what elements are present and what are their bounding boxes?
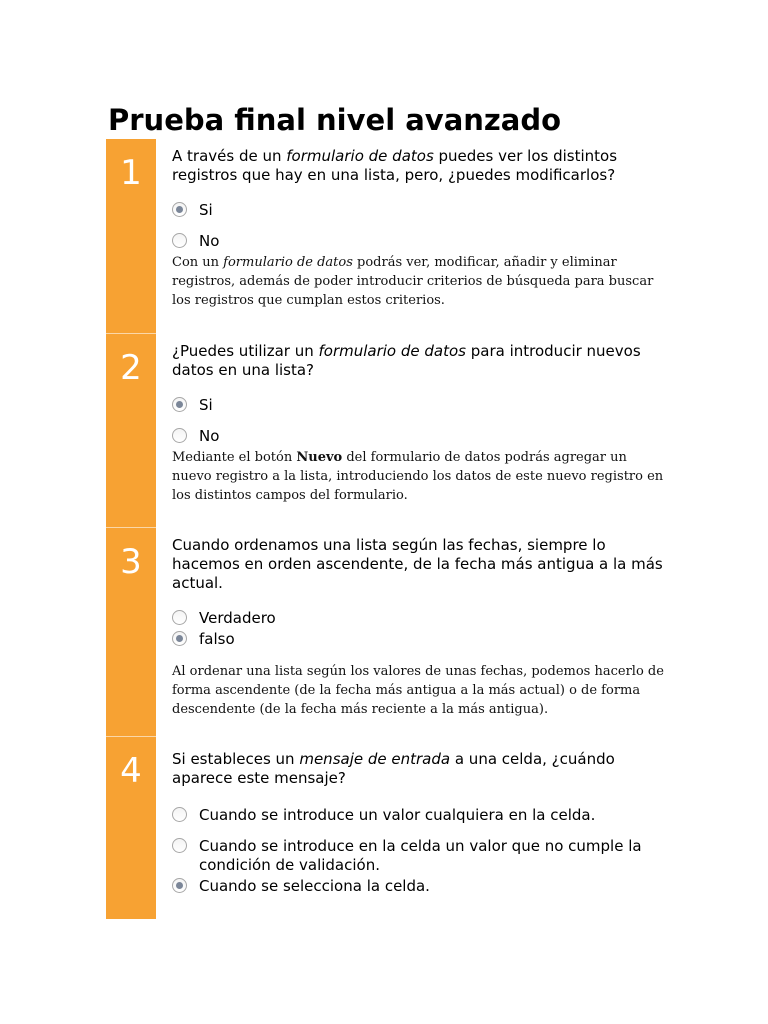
answer-feedback: Con un formulario de datos podrás ver, modificar, añadir y eliminar registros, además de poder introducir criterios de búsqueda para buscar los registros que cumplan estos criterios. [172,255,654,308]
question-number: 4 [106,737,156,919]
option-label: No [199,232,220,250]
answer-feedback: Mediante el botón Nuevo del formulario de datos podrás agregar un nuevo registro a la lista, introduciendo los datos de este nuevo registro en los distintos campos del formulario. [172,450,664,503]
option-label: Verdadero [199,609,276,627]
question-2 [106,334,666,527]
answer-feedback: Al ordenar una lista según los valores de unas fechas, podemos hacerlo de forma ascendente (de la fecha más antigua a la más actual) o de forma descendente (de la fecha más reciente a la más antigua). [172,664,664,717]
radio-button[interactable] [172,807,187,822]
question-1 [106,139,666,333]
radio-button[interactable] [172,428,187,443]
question-number: 3 [106,528,156,736]
answer-option[interactable] [172,232,666,251]
question-text: A través de un formulario de datos puedes ver los distintos registros que hay en una lista, pero, ¿puedes modificarlos? [172,147,618,184]
question-3 [106,528,666,736]
option-label: Cuando se introduce un valor cualquiera en la celda. [199,806,596,824]
radio-button[interactable] [172,233,187,248]
answer-option[interactable] [172,837,666,875]
radio-button-selected[interactable] [172,631,187,646]
answer-option[interactable] [172,396,666,415]
question-body [172,342,666,505]
option-label: Cuando se introduce en la celda un valor que no cumple la condición de validación. [199,837,642,874]
radio-button-selected[interactable] [172,878,187,893]
option-label: Cuando se selecciona la celda. [199,877,430,895]
option-label: Si [199,201,213,219]
answer-option[interactable] [172,609,666,628]
option-label: No [199,427,220,445]
answer-options [172,609,666,649]
radio-button[interactable] [172,610,187,625]
answer-option[interactable] [172,630,666,649]
answer-options [172,396,666,446]
answer-options [172,806,666,896]
question-number: 1 [106,139,156,333]
answer-option[interactable] [172,201,666,220]
question-4 [106,737,666,919]
radio-button-selected[interactable] [172,397,187,412]
question-body [172,536,666,719]
option-label: falso [199,630,235,648]
answer-option[interactable] [172,877,666,896]
radio-button-selected[interactable] [172,202,187,217]
answer-option[interactable] [172,427,666,446]
answer-options [172,201,666,251]
question-text: Cuando ordenamos una lista según las fechas, siempre lo hacemos en orden ascendente, de la fecha más antigua a la más actual. [172,536,663,592]
question-number: 2 [106,334,156,527]
radio-button[interactable] [172,838,187,853]
option-label: Si [199,396,213,414]
answer-option[interactable] [172,806,666,825]
question-text: Si estableces un mensaje de entrada a una celda, ¿cuándo aparece este mensaje? [172,750,615,787]
question-text: ¿Puedes utilizar un formulario de datos para introducir nuevos datos en una lista? [172,342,641,379]
question-body [172,750,666,898]
page-title: Prueba final nivel avanzado [108,103,562,137]
question-body [172,147,666,310]
